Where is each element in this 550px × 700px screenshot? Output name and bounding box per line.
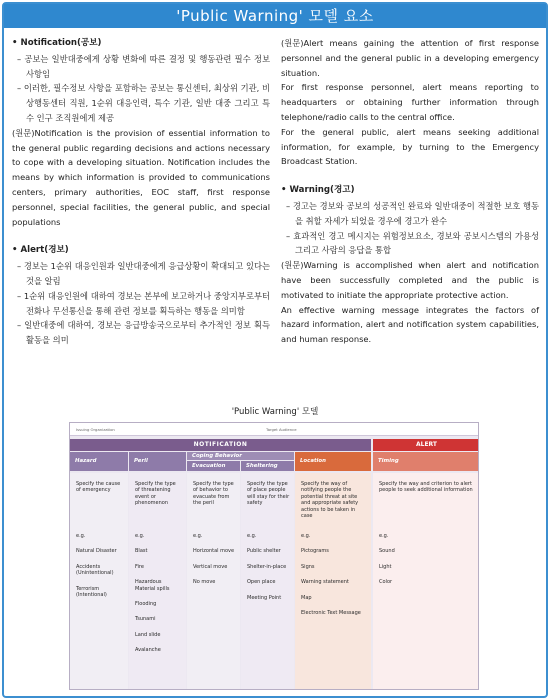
timing-header: Timing [373,452,479,471]
location-example: Signs [301,563,315,570]
example-label: e.g. [301,533,311,539]
location-column [295,473,371,689]
peril-column [129,473,186,689]
warning-english: An effective warning message integrates the factors of hazard information, alert and notification system capabilities, and human response. [281,304,539,345]
evacuation-example: Horizontal move [193,548,235,555]
peril-example: Tsunami [135,616,156,623]
peril-description: Specify the type of threatening event or phenomenon [135,481,176,507]
hazard-description: Specify the cause of emergency [76,481,121,494]
issuing-organization-label: Issuing Organization [76,427,115,432]
evacuation-description: Specify the type of behavior to evacuate from the peril [193,481,234,507]
alert-item: – 경보는 1순위 대응인원과 일반대중에게 응급상황이 확대되고 있다는 것을 알림 [17,261,270,286]
notification-english: (원문)Notification is the provision of essential information to the general public regarding decisions and actions necessary to cope with a developing situation. Notification includes the means by which information is provided to communications centers, primary authorities, EOC staff, first response personnel, special facilities, the general public, and special populations [12,127,270,227]
timing-column [373,473,479,689]
warning-item: – 효과적인 경고 메시지는 위험정보요소, 경보와 공보시스템의 가용성 그리고 사람의 응답을 통합 [286,230,539,256]
warning-english: (원문)Warning is accomplished when alert and notification have been successfully completed and the public is motivated to initiate the appropriate protective action. [281,260,539,300]
timing-example: Light [379,563,392,570]
alert-item: – 1순위 대응인원에 대하여 경보는 본부에 보고하거나 중앙지부로부터 전화나 무선통신을 통해 관련 정보를 획득하는 행동을 의미함 [17,290,270,316]
location-description: Specify the way of notifying people the potential threat at site and appropriate safety actions to be taken in case [301,481,359,520]
sheltering-example: Meeting Point [247,594,282,601]
alert-heading-text: Alert(경보) [20,245,69,256]
location-example: Map [301,594,312,601]
warning-heading: • Warning(경고) [281,185,355,196]
hazard-column [70,473,128,689]
sheltering-example: Open place [247,579,276,586]
coping-behavior-header: Coping Behavior [187,452,294,460]
sheltering-example: Shelter-in-place [247,563,287,570]
figure-caption: 'Public Warning' 모델 [231,407,319,417]
location-example: Electronic Text Message [301,610,361,617]
sheltering-header: Sheltering [241,461,294,471]
example-label: e.g. [135,533,145,539]
example-label: e.g. [379,533,389,539]
public-warning-model-figure [69,422,479,690]
notification-item: – 공보는 일반대중에게 상황 변화에 따른 결정 및 행동관련 필수 정보 사항임 [17,53,270,79]
peril-example: Blast [135,548,148,555]
peril-example: Hazardous Material spills [135,579,170,592]
location-example: Pictograms [301,548,329,555]
peril-example: Avalanche [135,647,161,654]
figure-top-line [70,423,479,436]
right-column [281,36,539,347]
location-example: Warning statement [301,579,349,586]
notification-heading-text: Notification(공보) [20,38,102,48]
warning-heading-text: Warning(경고) [289,185,355,196]
alert-english: For first response personnel, alert means reporting to headquarters or obtaining further information through telephone/radio calls to the central office. [281,82,539,122]
evacuation-example: No move [193,579,216,586]
alert-english: For the general public, alert means seeking additional information, for example, by turning to the Emergency Broadcast Station. [281,126,539,167]
hazard-example: Terrorism (Intentional) [76,585,107,599]
alert-english: (원문)Alert means gaining the attention of first response personnel and the general public in a developing emergency situation. [281,38,539,78]
peril-example: Land slide [135,631,161,638]
hazard-header: Hazard [70,452,128,471]
alert-item: – 일반대중에 대하여, 경보는 응급방송국으로부터 추가적인 정보 획득 활동을 의미 [17,320,270,346]
sheltering-example: Public shelter [247,548,281,555]
evacuation-column [187,473,240,689]
timing-example: Color [379,579,393,586]
target-audience-label: Target Audience [266,427,297,432]
warning-item: – 경고는 경보와 공보의 성공적인 완료와 일반대중이 적절한 보호 행동을 취할 자세가 되었을 경우에 경고가 완수 [286,200,539,226]
timing-example: Sound [379,548,395,555]
alert-band: ALERT [373,439,479,451]
notification-band: NOTIFICATION [70,439,371,451]
sheltering-description: Specify the type of place people will stay for their safety [247,481,290,507]
alert-heading: • Alert(경보) [12,245,69,256]
hazard-example: Natural Disaster [76,548,117,555]
example-label: e.g. [247,533,257,539]
timing-description: Specify the way and criterion to alert people to seek additional information [379,481,473,494]
page-title: 'Public Warning' 모델 요소 [4,4,546,28]
peril-header: Peril [129,452,186,471]
hazard-example: Accidents (Unintentional) [76,563,114,577]
location-header: Location [295,452,371,471]
left-column [12,36,270,348]
evacuation-example: Vertical move [193,563,228,570]
notification-heading: • Notification(공보) [12,38,102,48]
example-label: e.g. [193,533,203,539]
peril-example: Flooding [135,601,157,608]
peril-example: Fire [135,563,144,570]
sheltering-column [241,473,294,689]
evacuation-header: Evacuation [187,461,240,471]
example-label: e.g. [76,533,86,539]
notification-item: – 이러한, 필수정보 사항을 포함하는 공보는 통신센터, 최상위 기관, 비상행동센터 직원, 1순위 대응인력, 특수 기관, 일반 대중 그리고 특수 인구 조직원에게 제공 [17,83,270,123]
